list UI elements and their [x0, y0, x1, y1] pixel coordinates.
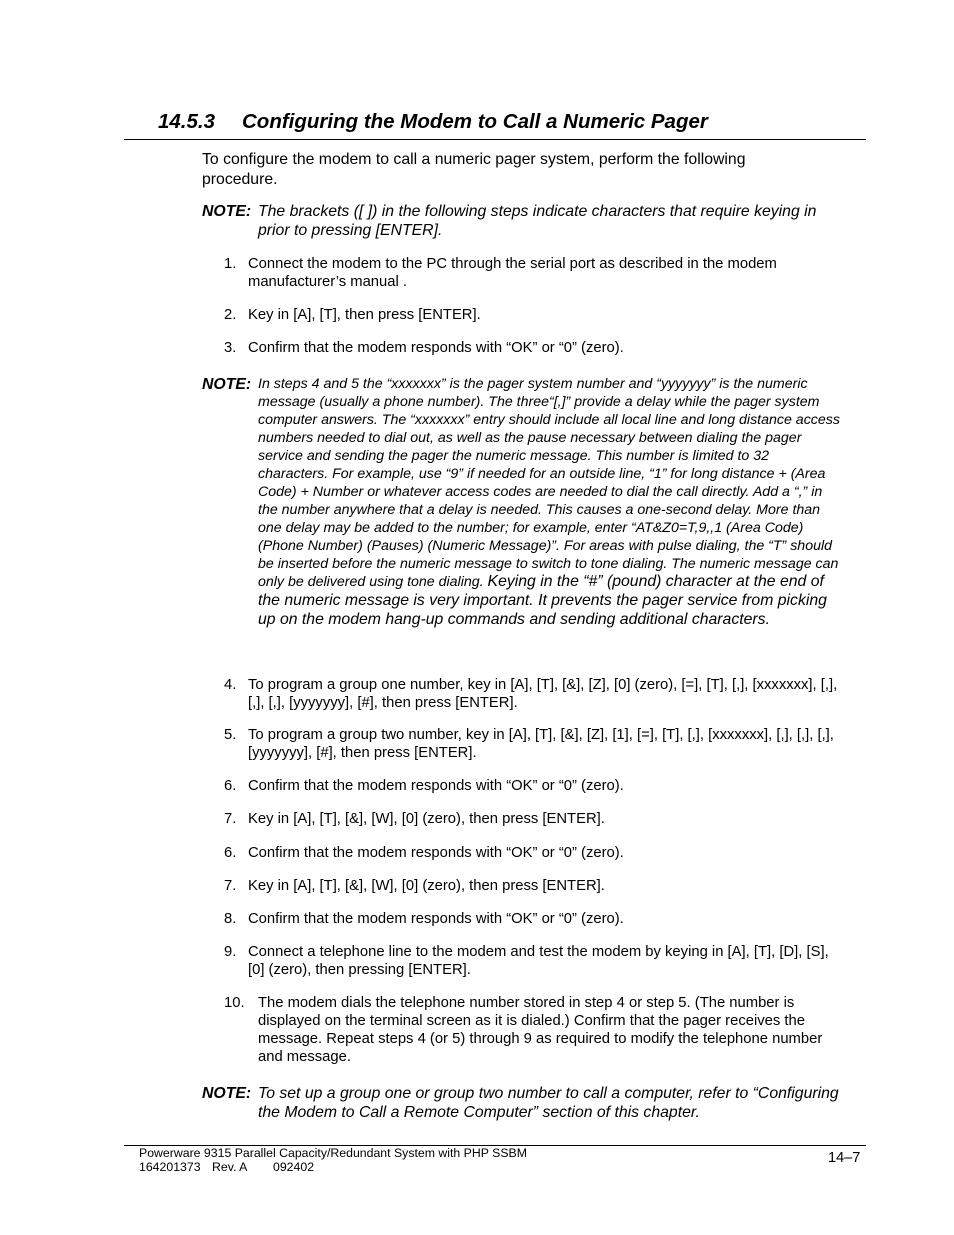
step-text: Key in [A], [T], then press [ENTER]. — [248, 307, 481, 323]
footer-part-number: 164201373 — [139, 1159, 201, 1174]
note-text: The brackets ([ ]) in the following steps indicate characters that require keying in prior to pressing [ENTER]. — [258, 203, 817, 239]
note-label: NOTE: — [202, 376, 252, 393]
section-title: Configuring the Modem to Call a Numeric Pager — [242, 110, 708, 133]
step-number: 8. — [224, 911, 237, 927]
step-text: Confirm that the modem responds with “OK” or “0” (zero). — [248, 340, 624, 356]
note-brackets — [202, 203, 842, 240]
step-number: 7. — [224, 878, 237, 894]
page-number: 14–7 — [828, 1150, 861, 1166]
footer — [139, 1147, 527, 1174]
step-text: To program a group two number, key in [A], [T], [&], [Z], [1], [=], [T], [,], [xxxxxxx], [,], [,], [,], [yyyyyyy], [#], then press [ENTER]. — [248, 727, 834, 761]
step-text: To program a group one number, key in [A], [T], [&], [Z], [0] (zero), [=], [T], [,], [xxxxxxx], [,], [,], [,], [yyyyyyy], [#], then press [ENTER]. — [248, 677, 838, 711]
section-heading — [158, 108, 708, 136]
step-text: Confirm that the modem responds with “OK” or “0” (zero). — [248, 778, 624, 794]
step-number: 1. — [224, 256, 237, 272]
note-label: NOTE: — [202, 1085, 252, 1102]
step-8 — [224, 910, 839, 928]
step-text: Connect the modem to the PC through the serial port as described in the modem manufacturer’s manual . — [248, 256, 777, 290]
note-text-small: In steps 4 and 5 the “xxxxxxx” is the pager system number and “yyyyyyy” is the numeric message (usually a phone number). The three“[,]” provide a delay while the pager system computer answers. The “xxxxxxx” entry should include all local line and long distance access numbers needed to dial out, as well as the pause necessary between dialing the pager service and sending the pager the numeric message. This number is limited to 32 characters. For example, use “9” if needed for an outside line, “1” for long distance + (Area Code) + Number or whatever access codes are needed to dial the call directly. Add a “,” in the number anywhere that a delay is needed. This causes a one-second delay. More than one delay may be added to the number; for example, enter “AT&Z0=T,9,,1 (Area Code) (Phone Number) (Pauses) (Numeric Message)”. For areas with pulse dialing, the “T” should be inserted before the numeric message to switch to tone dialing. The numeric message can only be delivered using tone dialing. — [258, 376, 840, 591]
footer-product: Powerware 9315 Parallel Capacity/Redundant System with PHP SSBM — [139, 1146, 527, 1160]
footer-revision-line — [139, 1161, 527, 1175]
footer-date-code: 092402 — [273, 1159, 315, 1174]
step-number: 4. — [224, 677, 237, 693]
intro-paragraph: To configure the modem to call a numeric pager system, perform the following procedure. — [202, 151, 746, 188]
step-number: 5. — [224, 727, 237, 743]
note-label: NOTE: — [202, 203, 252, 220]
step-number: 3. — [224, 340, 237, 356]
step-5 — [224, 726, 839, 762]
step-text: Confirm that the modem responds with “OK” or “0” (zero). — [248, 845, 624, 861]
step-3 — [224, 339, 839, 357]
heading-rule — [124, 139, 866, 140]
step-10 — [224, 994, 839, 1066]
step-7 — [224, 810, 839, 828]
step-number: 9. — [224, 944, 237, 960]
step-number: 6. — [224, 778, 237, 794]
step-text: Key in [A], [T], [&], [W], [0] (zero), then press [ENTER]. — [248, 878, 605, 894]
step-text: The modem dials the telephone number stored in step 4 or step 5. (The number is displayed on the terminal screen as it is dialed.) Confirm that the pager receives the message. Repeat steps 4 (or 5) through 9 as required to modify the telephone number and message. — [258, 995, 823, 1065]
step-2 — [224, 306, 839, 324]
note-text — [258, 376, 842, 630]
step-6 — [224, 777, 839, 795]
step-number: 2. — [224, 307, 237, 323]
step-text: Key in [A], [T], [&], [W], [0] (zero), then press [ENTER]. — [248, 811, 605, 827]
step-9 — [224, 943, 839, 979]
note-text: To set up a group one or group two number to call a computer, refer to “Configuring the Modem to Call a Remote Computer” section of this chapter. — [258, 1085, 839, 1121]
note-text-emphasis: Keying in the “#” (pound) character at the end of the numeric message is very important. It prevents the pager service from picking up on the modem hang-up commands and sending additional characters. — [258, 573, 827, 629]
note-pager-numbers — [202, 376, 842, 630]
step-number: 10. — [224, 995, 245, 1011]
step-4 — [224, 676, 839, 712]
section-number: 14.5.3 — [158, 110, 215, 133]
step-1 — [224, 255, 839, 291]
step-7-repeat — [224, 877, 839, 895]
step-6-repeat — [224, 844, 839, 862]
step-text: Confirm that the modem responds with “OK” or “0” (zero). — [248, 911, 624, 927]
note-computer-call — [202, 1085, 852, 1122]
step-number: 6. — [224, 845, 237, 861]
footer-revision: Rev. A — [212, 1159, 248, 1174]
step-number: 7. — [224, 811, 237, 827]
step-text: Connect a telephone line to the modem and test the modem by keying in [A], [T], [D], [S], [0] (zero), then pressing [ENTER]. — [248, 944, 829, 978]
